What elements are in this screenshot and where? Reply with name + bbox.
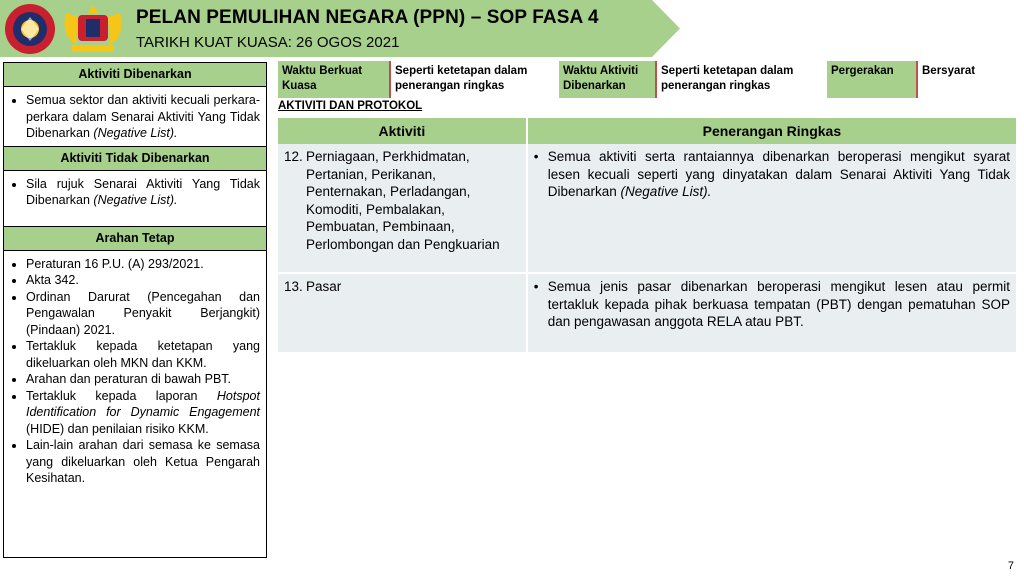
row-number: 12. [284, 149, 303, 164]
not-allowed-heading: Aktiviti Tidak Dibenarkan [4, 146, 266, 171]
list-item: • Arahan dan peraturan di bawah PBT. [26, 371, 260, 388]
standing-orders-heading: Arahan Tetap [4, 226, 266, 251]
not-allowed-body [4, 171, 266, 226]
activity-name: Pasar [306, 279, 342, 294]
row-number: 13. [284, 279, 303, 294]
movement-label: Pergerakan [827, 61, 918, 98]
description-text: Semua aktiviti serta rantaiannya dibenarkan beroperasi mengikut syarat lesen kecuali seperti yang dinyatakan dalam Senarai Aktiviti Yang Tidak Dibenarkan (Negative List). [547, 149, 1010, 199]
list-item: • Ordinan Darurat (Pencegahan dan Pengawalan Penyakit Berjangkit) (Pindaan) 2021. [26, 289, 260, 339]
description-cell: • Semua jenis pasar dibenarkan beroperasi mengikut lesen atau permit tertakluk kepada pihak berkuasa tempatan (PBT) dengan pematuhan SOP dan pengawasan anggota RELA atau PBT. [527, 273, 1017, 353]
description-text: Semua jenis pasar dibenarkan beroperasi mengikut lesen atau permit tertakluk kepada pihak berkuasa tempatan (PBT) dengan pematuhan SOP dan pengawasan anggota RELA atau PBT. [547, 279, 1010, 329]
list-item: • Semua sektor dan aktiviti kecuali perkara-perkara dalam Senarai Aktiviti Yang Tidak Dibenarkan (Negative List). [26, 92, 260, 142]
list-item: • Akta 342. [26, 272, 260, 289]
effective-time-label: Waktu Berkuat Kuasa [278, 61, 391, 98]
activity-time-value: Seperti ketetapan dalam penerangan ringkas [657, 61, 827, 98]
allowed-heading: Aktiviti Dibenarkan [4, 63, 266, 87]
section-label: AKTIVITI DAN PROTOKOL [278, 100, 423, 112]
allowed-body [4, 87, 266, 146]
table-row [278, 273, 1017, 353]
activity-name: Perniagaan, Perkhidmatan, Pertanian, Perikanan, Penternakan, Perladangan, Komoditi, Pembalakan, Pembuatan, Pembinaan, Perlombongan dan Pengkuarian [306, 149, 500, 252]
table-header-row [278, 118, 1017, 144]
activity-time-label: Waktu Aktiviti Dibenarkan [559, 61, 657, 98]
column-header-activity: Aktiviti [278, 118, 527, 144]
list-item: • Tertakluk kepada laporan Hotspot Identification for Dynamic Engagement (HIDE) dan penilaian risiko KKM. [26, 388, 260, 438]
standing-orders-body [4, 251, 266, 491]
movement-value: Bersyarat [918, 61, 1018, 98]
page-number: 7 [1007, 560, 1014, 572]
description-cell: • Semua aktiviti serta rantaiannya dibenarkan beroperasi mengikut syarat lesen kecuali seperti yang dinyatakan dalam Senarai Aktiviti Yang Tidak Dibenarkan (Negative List). [527, 144, 1017, 273]
activity-cell [278, 144, 527, 273]
list-item: • Lain-lain arahan dari semasa ke semasa yang dikeluarkan oleh Ketua Pengarah Kesihatan. [26, 437, 260, 487]
page-subtitle: TARIKH KUAT KUASA: 26 OGOS 2021 [136, 34, 400, 51]
list-item: • Tertakluk kepada ketetapan yang dikeluarkan oleh MKN dan KKM. [26, 338, 260, 371]
left-panel [3, 62, 267, 558]
list-item: • Peraturan 16 P.U. (A) 293/2021. [26, 256, 260, 273]
table-row [278, 144, 1017, 273]
column-header-description: Penerangan Ringkas [527, 118, 1017, 144]
activity-cell [278, 273, 527, 353]
page-title: PELAN PEMULIHAN NEGARA (PPN) – SOP FASA 4 [136, 7, 599, 28]
list-item: • Sila rujuk Senarai Aktiviti Yang Tidak Dibenarkan (Negative List). [26, 176, 260, 209]
malaysia-coat-of-arms-logo [60, 3, 126, 55]
info-bar [278, 61, 1018, 98]
effective-time-value: Seperti ketetapan dalam penerangan ringkas [391, 61, 559, 98]
activities-table [278, 118, 1018, 354]
